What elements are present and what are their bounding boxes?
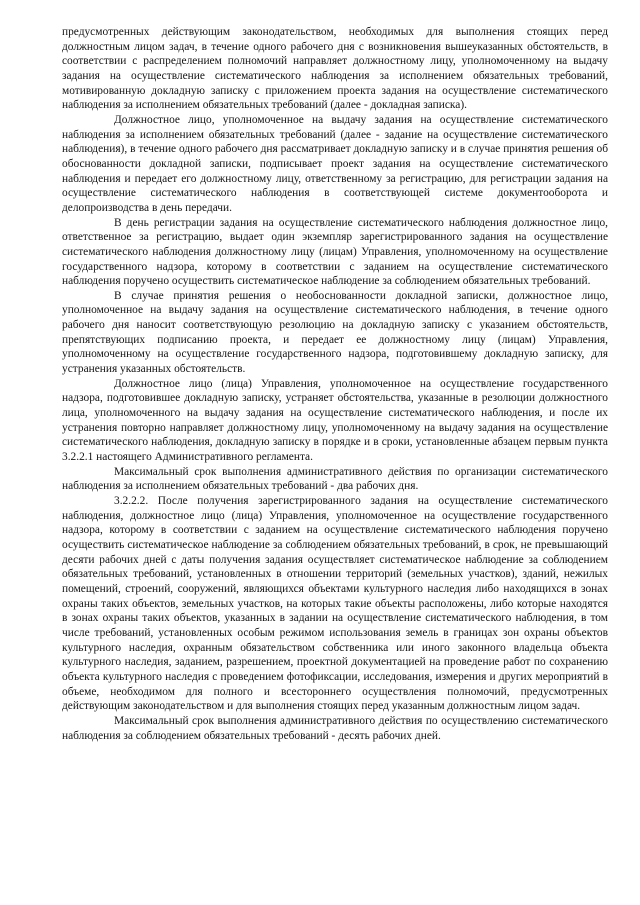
document-page [62, 25, 608, 743]
paragraph-task-registration: В день регистрации задания на осуществление систематического наблюдения должностное лицо, ответственное за регистрацию, выдает один экземпляр зарегистрированного задания на осуществление систематического наблюдения должностному лицу (лицам) Управления, уполномоченному на осуществление государственного надзора, которому в соответствии с заданием на осуществление систематического наблюдения поручено осуществить систематическое наблюдение за соблюдением обязательных требований. [62, 216, 608, 288]
paragraph-clause-3-2-2-2: 3.2.2.2. После получения зарегистрированного задания на осуществление систематического наблюдения, должностное лицо (лица) Управления, уполномоченное на осуществление государственного надзора, которому в соответствии с заданием на осуществление систематического наблюдения поручено осуществить систематическое наблюдение за соблюдением обязательных требований, в срок, не превышающий десяти рабочих дней с даты получения задания осуществляет систематическое наблюдение за соблюдением обязательных требований, установленных в отношении территорий (земельных участков), зданий, нежилых помещений, строений, сооружений, являющихся объектами культурного наследия либо находящихся в зонах охраны таких объектов, земельных участков, на которых такие объекты расположены, либо которые находятся в зонах охраны таких объектов, указанных в задании на осуществление систематического наблюдения, в том числе требований, установленных особым режимом использования земель в границах зон охраны объектов культурного наследия, охранным обязательством собственника или иного законного владельца объекта культурного наследия, заданием, разрешением, проектной документацией на проведение работ по сохранению объекта культурного наследия с проведением фотофиксации, исследования, измерения и других мероприятий в объеме, необходимом для полного и всестороннего осуществления полномочий, предусмотренных действующим законодательством и для выполнения стоящих перед указанным должностным лицом задач. [62, 495, 608, 713]
paragraph-task-review: Должностное лицо, уполномоченное на выдачу задания на осуществление систематического наблюдения за исполнением обязательных требований (далее - задание на осуществление систематического наблюдения), в течение одного рабочего дня рассматривает докладную записку и в случае принятия решения об обоснованности докладной записки, подписывает проект задания на осуществление систематического наблюдения и передает его должностному лицу, ответственному за регистрацию, для регистрации задания на осуществление систематического наблюдения в соответствующей системе документооборота и делопроизводства в день передачи. [62, 113, 608, 214]
paragraph-continuation: предусмотренных действующим законодательством, необходимых для выполнения стоящих перед должностным лицом задач, в течение одного рабочего дня с возникновения вышеуказанных обстоятельств, в соответствии с распределением полномочий направляет должностному лицу, уполномоченному на выдачу задания на осуществление систематического наблюдения за исполнением обязательных требований, мотивированную докладную записку с приложением проекта задания на осуществление систематического наблюдения за исполнением обязательных требований (далее - докладная записка). [62, 26, 608, 112]
paragraph-unjustified-memo: В случае принятия решения о необоснованности докладной записки, должностное лицо, уполномоченное на выдачу задания на осуществление систематического наблюдения, в течение одного рабочего дня наносит соответствующую резолюцию на докладную записку с указанием обстоятельств, препятствующих подписанию проекта, и передает ее должностному лицу (лицам) Управления, уполномоченному на осуществление государственного надзора, подготовившему докладную записку, для устранения указанных обстоятельств. [62, 289, 608, 376]
paragraph-eliminate-circumstances: Должностное лицо (лица) Управления, уполномоченное на осуществление государственного надзора, подготовившее докладную записку, устраняет обстоятельства, указанные в резолюции должностного лица, уполномоченного на выдачу задания на осуществление систематического наблюдения, и после их устранения повторно направляет должностному лицу, уполномоченному на выдачу задания на осуществление систематического наблюдения, докладную записку в порядке и в сроки, установленные абзацем первым пункта 3.2.2.1 настоящего Административного регламента. [62, 377, 608, 464]
paragraph-max-term-organization: Максимальный срок выполнения административного действия по организации систематического наблюдения за исполнением обязательных требований - два рабочих дня. [62, 465, 608, 493]
paragraph-max-term-observation: Максимальный срок выполнения административного действия по осуществлению систематического наблюдения за соблюдением обязательных требований - десять рабочих дней. [62, 714, 608, 742]
